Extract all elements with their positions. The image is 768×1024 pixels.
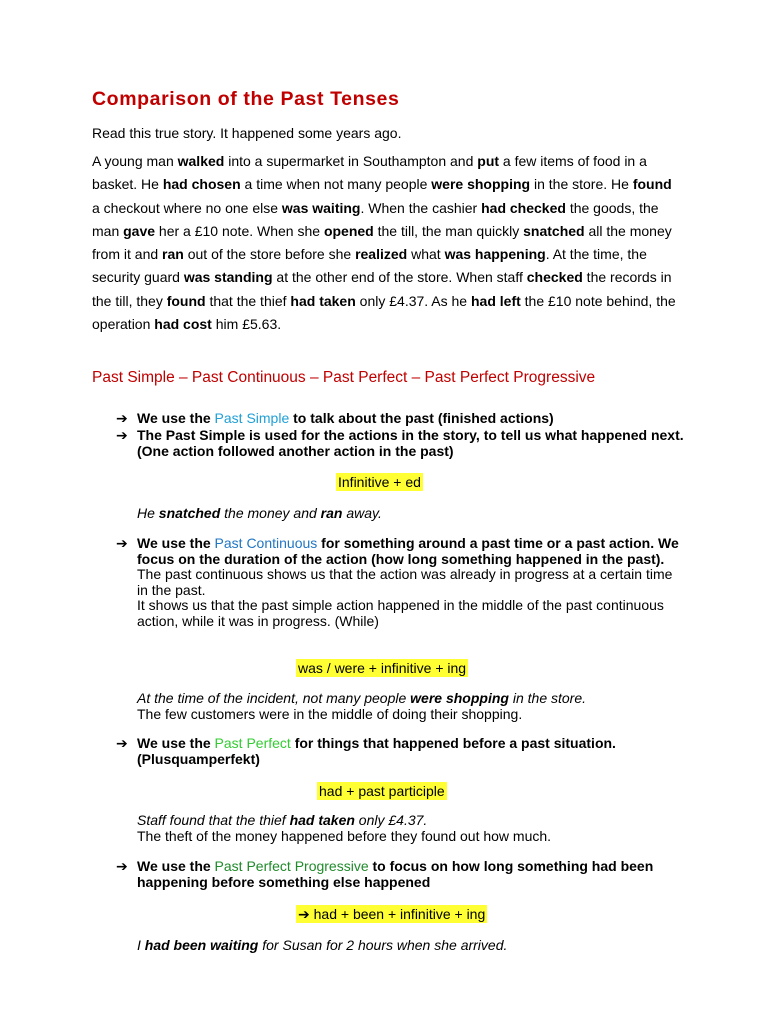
story-verb: put (477, 153, 500, 169)
example-part: He (137, 505, 159, 521)
arrow-icon: ➔ (116, 858, 128, 874)
example-past-continuous (137, 690, 586, 706)
arrow-icon: ➔ (116, 410, 128, 426)
formula-past-perfect-progressive (296, 905, 487, 923)
story-verb: had left (470, 292, 521, 309)
example-past-simple (137, 505, 382, 521)
bullet-text (137, 736, 686, 767)
example-part: away. (342, 505, 382, 521)
story-verb: ran (162, 246, 184, 263)
story-verb: snatched (523, 222, 585, 239)
story-verb: had checked (481, 199, 566, 216)
story-verb: gave (123, 222, 156, 239)
story-text: only £4.37. As he (355, 292, 471, 309)
example-part: only £4.37. (354, 812, 428, 828)
bullet-past-simple-2 (116, 428, 686, 459)
bullet-text-part: We use the (137, 410, 215, 426)
formula-text: had + been + infinitive + ing (313, 906, 486, 922)
bullet-text (137, 859, 686, 890)
story-text: in the store. He (530, 176, 633, 193)
story-text: the records in the till, they (92, 269, 672, 309)
formula-past-simple: Infinitive + ed (338, 474, 421, 490)
term-past-continuous: Past Continuous (214, 535, 318, 551)
formula-past-continuous: was / were + infinitive + ing (298, 660, 467, 676)
section-heading: Past Simple – Past Continuous – Past Perfect – Past Perfect Progressive (92, 369, 596, 386)
story-text: what (407, 246, 445, 263)
note-past-continuous: The few customers were in the middle of doing their shopping. (137, 706, 523, 722)
story-text: the £10 note behind, the operation (92, 292, 676, 333)
example-part: At the time of the incident, not many people (137, 690, 411, 706)
example-past-perfect-progressive (137, 937, 507, 953)
example-part: for Susan for 2 hours when she arrived. (258, 937, 508, 953)
intro-text: Read this true story. It happened some years ago. (92, 125, 402, 141)
example-past-perfect (137, 812, 427, 828)
story-text: at the other end of the store. When staff (272, 269, 527, 286)
bullet-past-perfect (116, 736, 686, 767)
story-text: out of the store before she (183, 246, 356, 263)
story-text: all the money from it and (92, 222, 672, 263)
term-past-perfect: Past Perfect (214, 735, 291, 751)
arrow-icon: ➔ (116, 427, 128, 443)
term-past-perfect-progressive: Past Perfect Progressive (214, 858, 369, 874)
story-verb: realized (355, 246, 408, 263)
story-paragraph (92, 150, 682, 336)
story-verb: had cost (154, 316, 212, 333)
bullet-text-part: for something around a past time or a past action. We focus on the duration of the action (how long something happened in the past). (137, 535, 679, 567)
story-text: her a £10 note. When she (155, 222, 324, 239)
example-emphasis: ran (320, 505, 343, 521)
example-emphasis: snatched (158, 505, 221, 521)
note-past-perfect: The theft of the money happened before they found out how much. (137, 828, 552, 844)
bullet-text-part: to focus on how long something had been happening before something else happened (137, 858, 654, 890)
example-part: the money and (220, 505, 321, 521)
example-part: Staff found that the thief (137, 812, 290, 828)
detail-text: The past continuous shows us that the action was already in progress at a certain time in the past. (137, 566, 673, 598)
bullet-text-part: for things that happened before a past situation. (Plusquamperfekt) (137, 735, 616, 767)
story-text: a time when not many people (240, 176, 432, 193)
story-text: a checkout where no one else (92, 199, 282, 216)
story-text: the goods, the man (92, 199, 659, 239)
story-text: . At the time, the security guard (92, 246, 647, 286)
bullet-text-part: We use the (137, 535, 215, 551)
story-text: A young man (92, 153, 178, 169)
example-emphasis: had taken (289, 812, 355, 828)
bullet-text-part: to talk about the past (finished actions) (289, 410, 554, 426)
example-part: I (137, 937, 145, 953)
story-verb: checked (526, 269, 583, 286)
bullet-text (137, 411, 686, 427)
bullet-past-continuous (116, 536, 686, 629)
bullet-text-part: We use the (137, 735, 215, 751)
example-part: in the store. (508, 690, 587, 706)
story-verb: was happening (444, 246, 546, 263)
story-verb: were shopping (431, 176, 531, 193)
story-text: . When the cashier (360, 199, 482, 216)
story-text: into a supermarket in Southampton and (224, 153, 478, 169)
story-text: the till, the man quickly (373, 222, 524, 239)
story-text: a few items of food in a basket. He (92, 153, 647, 193)
story-verb: had taken (290, 292, 356, 309)
story-verb: had chosen (162, 176, 241, 193)
detail-text: It shows us that the past simple action happened in the middle of the past continuous action, while it was in progress. (While) (137, 597, 664, 629)
example-emphasis: were shopping (410, 690, 509, 706)
arrow-icon: ➔ (116, 535, 128, 551)
story-verb: was waiting (281, 199, 361, 216)
formula-past-perfect: had + past participle (319, 783, 445, 799)
story-verb: found (632, 176, 672, 193)
bullet-past-simple-1 (116, 411, 686, 427)
arrow-icon: ➔ (298, 906, 310, 922)
story-text: him £5.63. (211, 316, 282, 333)
example-emphasis: had been waiting (144, 937, 259, 953)
bullet-past-perfect-progressive (116, 859, 686, 890)
page-title: Comparison of the Past Tenses (92, 88, 400, 110)
story-text: that the thief (205, 292, 291, 309)
arrow-icon: ➔ (116, 735, 128, 751)
story-verb: found (166, 292, 206, 309)
story-verb: was standing (183, 269, 273, 286)
story-verb: opened (323, 222, 374, 239)
story-verb: walked (177, 153, 225, 169)
term-past-simple: Past Simple (214, 410, 290, 426)
bullet-text (137, 536, 686, 629)
bullet-text: The Past Simple is used for the actions in the story, to tell us what happened next. (One action followed another action in the past) (137, 427, 684, 459)
bullet-text-part: We use the (137, 858, 215, 874)
